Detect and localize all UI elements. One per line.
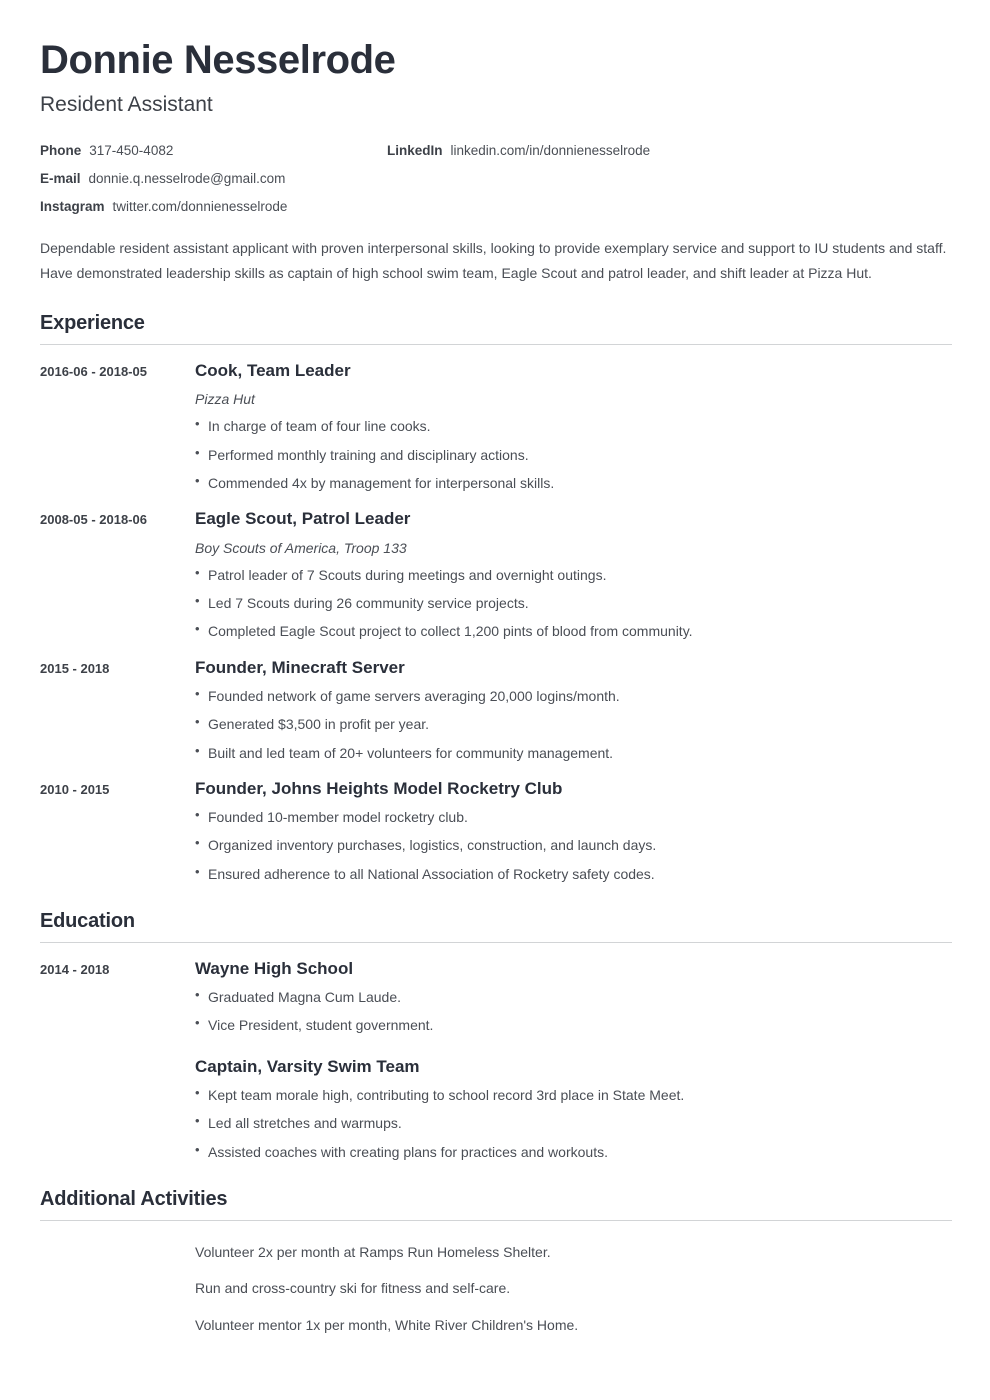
bullet-item: • Completed Eagle Scout project to collect 1,200 pints of blood from community. <box>195 621 950 641</box>
candidate-name: Donnie Nesselrode <box>40 38 396 82</box>
experience-entry <box>40 778 950 884</box>
section-title-additional-activities: Additional Activities <box>40 1188 952 1221</box>
entry-subtitle: Pizza Hut <box>195 391 255 408</box>
activity-list <box>195 1242 950 1335</box>
entry-body <box>195 1236 950 1335</box>
section-title-education: Education <box>40 910 952 943</box>
section-additional-activities <box>40 1188 950 1335</box>
list-item: Volunteer mentor 1x per month, White River Children's Home. <box>195 1316 579 1333</box>
entry-bullet-list <box>195 807 950 884</box>
contact-item-linkedin <box>387 143 650 158</box>
list-item: Volunteer 2x per month at Ramps Run Homeless Shelter. <box>195 1243 551 1260</box>
bullet-item: • Kept team morale high, contributing to school record 3rd place in State Meet. <box>195 1085 950 1105</box>
contact-row-phone-linkedin <box>40 143 950 158</box>
entry-title: Founder, Johns Heights Model Rocketry Club <box>195 778 563 798</box>
bullet-item: • Generated $3,500 in profit per year. <box>195 714 950 734</box>
bullet-item: • Patrol leader of 7 Scouts during meetings and overnight outings. <box>195 565 950 585</box>
contact-row-instagram <box>40 199 950 214</box>
section-education <box>40 910 950 1162</box>
entry-subtitle: Boy Scouts of America, Troop 133 <box>195 539 407 556</box>
bullet-item: • Built and led team of 20+ volunteers for community management. <box>195 743 950 763</box>
entry-date: 2014 - 2018 <box>40 961 110 977</box>
education-sub-entry <box>195 1056 950 1162</box>
entry-body <box>195 958 950 1162</box>
bullet-item: • In charge of team of four line cooks. <box>195 416 950 436</box>
bullet-item: • Commended 4x by management for interpersonal skills. <box>195 473 950 493</box>
experience-entry <box>40 508 950 641</box>
entry-date-empty <box>40 1236 195 1335</box>
entry-bullet-list <box>195 1085 950 1162</box>
education-entry <box>40 958 950 1162</box>
entry-date: 2015 - 2018 <box>40 660 110 676</box>
phone-value[interactable]: 317-450-4082 <box>89 143 174 159</box>
entry-bullet-list <box>195 416 950 493</box>
contact-details <box>40 143 950 214</box>
contact-item-email <box>40 171 387 186</box>
entry-bullet-list <box>195 686 950 763</box>
candidate-job-title: Resident Assistant <box>40 93 213 116</box>
entry-body <box>195 360 950 493</box>
experience-entry <box>40 657 950 763</box>
entry-title: Eagle Scout, Patrol Leader <box>195 509 411 529</box>
entry-bullet-list <box>195 565 950 642</box>
bullet-item: • Led all stretches and warmups. <box>195 1113 950 1133</box>
entry-title: Founder, Minecraft Server <box>195 657 405 677</box>
bullet-item: • Founded network of game servers averaging 20,000 logins/month. <box>195 686 950 706</box>
experience-entry <box>40 360 950 493</box>
bullet-item: • Assisted coaches with creating plans for practices and workouts. <box>195 1142 950 1162</box>
linkedin-value[interactable]: linkedin.com/in/donnienesselrode <box>450 143 651 159</box>
bullet-item: • Performed monthly training and disciplinary actions. <box>195 445 950 465</box>
additional-activities-entry <box>40 1236 950 1335</box>
bullet-item: • Ensured adherence to all National Association of Rocketry safety codes. <box>195 864 950 884</box>
contact-item-phone <box>40 143 387 158</box>
list-item: Run and cross-country ski for fitness and self-care. <box>195 1280 511 1297</box>
entry-body <box>195 657 950 763</box>
entry-bullet-list <box>195 987 950 1036</box>
professional-summary: Dependable resident assistant applicant with proven interpersonal skills, looking to provide exemplary service and support to IU students and staff. Have demonstrated leadership skills as captain of high school swim team, Eagle Scout and patrol leader, and shift leader at Pizza Hut. <box>40 240 947 282</box>
contact-row-email <box>40 171 950 186</box>
bullet-item: • Organized inventory purchases, logistics, construction, and launch days. <box>195 835 950 855</box>
instagram-value[interactable]: twitter.com/donnienesselrode <box>112 199 288 215</box>
resume-header <box>40 0 950 117</box>
entry-title: Cook, Team Leader <box>195 361 351 380</box>
instagram-label: Instagram <box>40 199 105 215</box>
bullet-item: • Vice President, student government. <box>195 1015 950 1035</box>
email-label: E-mail <box>40 171 81 187</box>
section-experience <box>40 312 950 884</box>
phone-label: Phone <box>40 143 82 159</box>
bullet-item: • Led 7 Scouts during 26 community service projects. <box>195 593 950 613</box>
contact-item-instagram <box>40 199 387 214</box>
email-value[interactable]: donnie.q.nesselrode@gmail.com <box>88 171 286 187</box>
entry-date: 2008-05 - 2018-06 <box>40 512 147 528</box>
bullet-item: • Founded 10-member model rocketry club. <box>195 807 950 827</box>
entry-body <box>195 508 950 641</box>
entry-date: 2016-06 - 2018-05 <box>40 364 147 379</box>
entry-title: Wayne High School <box>195 958 354 978</box>
entry-body <box>195 778 950 884</box>
section-title-experience: Experience <box>40 312 952 345</box>
entry-date: 2010 - 2015 <box>40 781 110 797</box>
entry-title: Captain, Varsity Swim Team <box>195 1056 420 1076</box>
bullet-item: • Graduated Magna Cum Laude. <box>195 987 950 1007</box>
linkedin-label: LinkedIn <box>387 143 443 159</box>
